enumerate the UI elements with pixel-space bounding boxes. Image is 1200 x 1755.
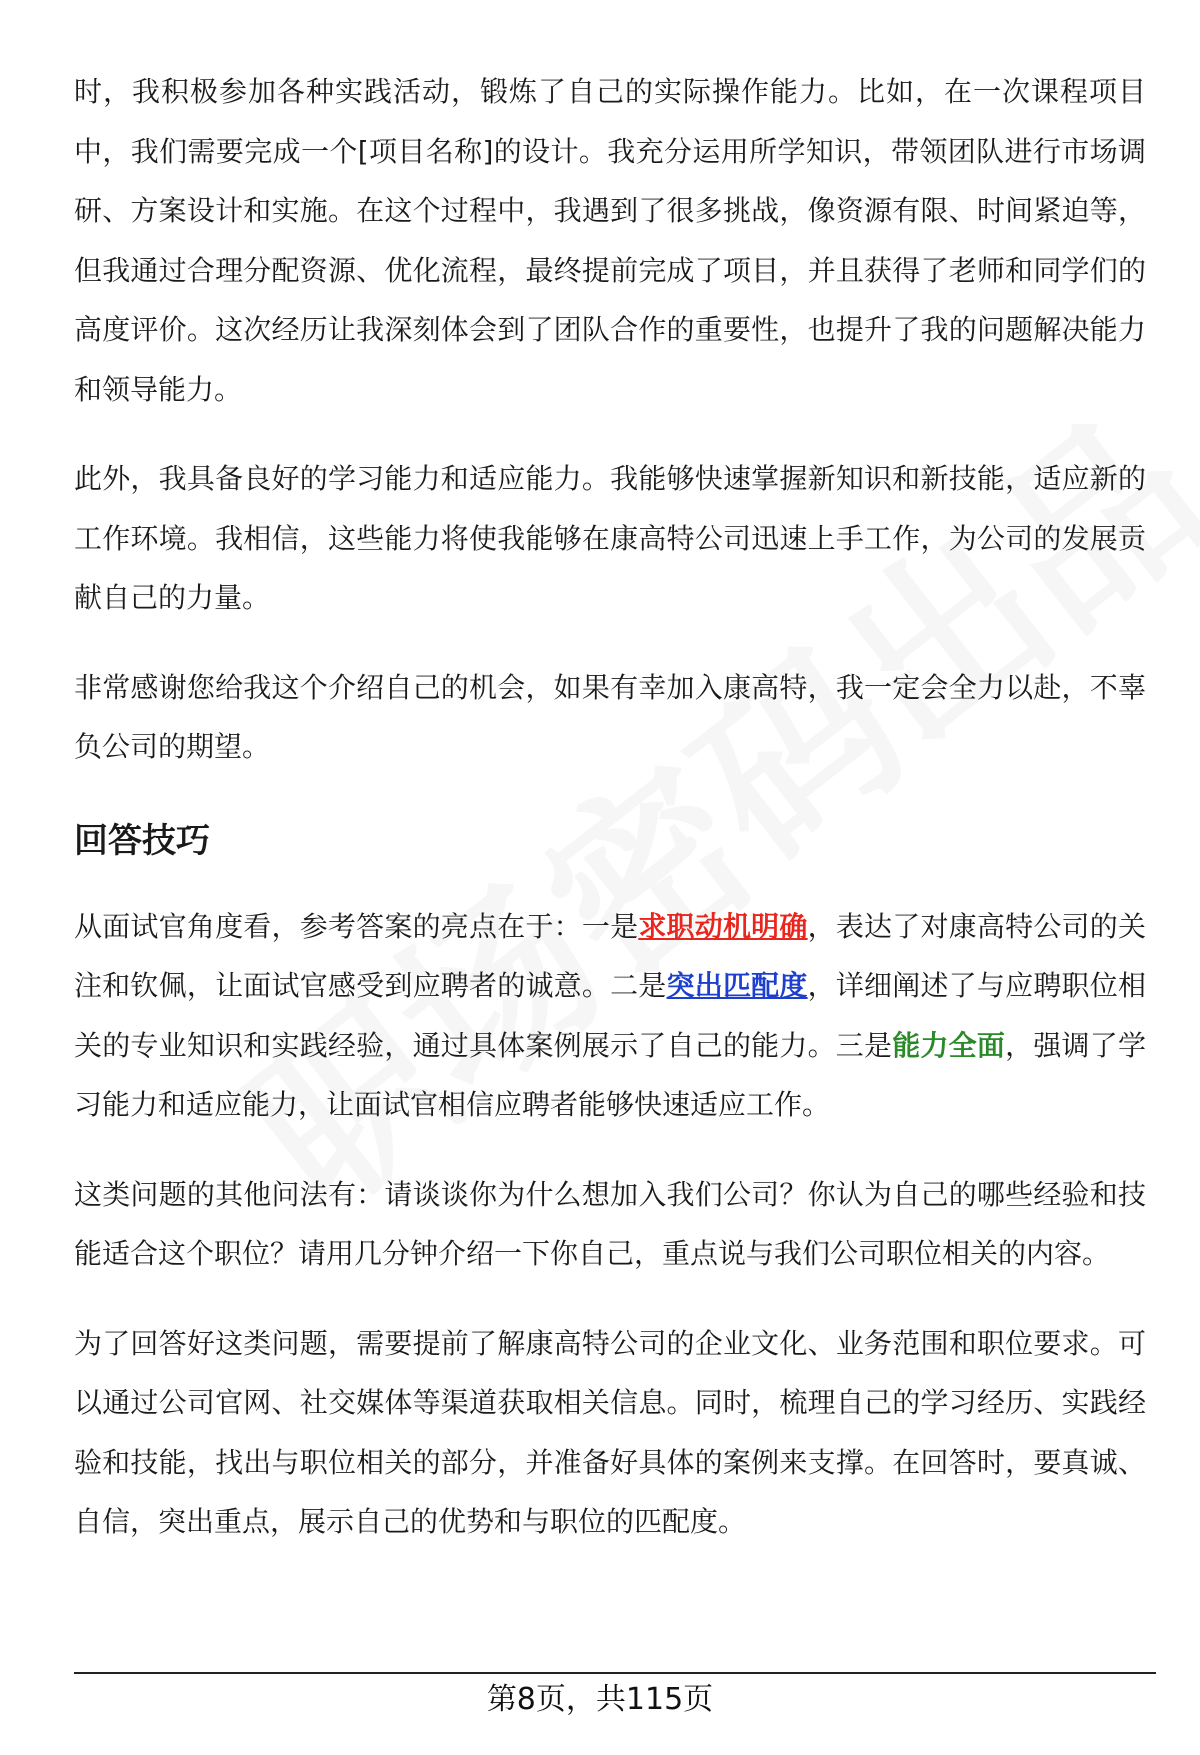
paragraph-thanks: 非常感谢您给我这个介绍自己的机会，如果有幸加入康高特，我一定会全力以赴，不辜负公司的期望。 <box>74 670 1146 763</box>
tips-text-1: 从面试官角度看，参考答案的亮点在于：一是 <box>74 909 639 943</box>
footer-divider <box>74 1672 1156 1674</box>
paragraph-abilities: 此外，我具备良好的学习能力和适应能力。我能够快速掌握新知识和新技能，适应新的工作环境。我相信，这些能力将使我能够在康高特公司迅速上手工作，为公司的发展贡献自己的力量。 <box>74 462 1146 614</box>
highlight-match: 突出匹配度 <box>666 969 808 1002</box>
tips-text-2: ，表达了对康高特公司的关注和钦佩，让面试官感受到应聘者的诚意。二是 <box>74 909 1146 1002</box>
paragraph-tips <box>74 897 1146 1135</box>
tips-text-3: ，详细阐述了与应聘职位相关的专业知识和实践经验，通过具体案例展示了自己的能力。三是 <box>74 969 1146 1062</box>
highlight-motivation: 求职动机明确 <box>638 909 808 943</box>
document-page <box>74 62 1146 1582</box>
paragraph-other-questions: 这类问题的其他问法有：请谈谈你为什么想加入我们公司？你认为自己的哪些经验和技能适合这个职位？请用几分钟介绍一下你自己，重点说与我们公司职位相关的内容。 <box>74 1177 1146 1270</box>
paragraph-practice: 时，我积极参加各种实践活动，锻炼了自己的实际操作能力。比如，在一次课程项目中，我们需要完成一个[项目名称]的设计。我充分运用所学知识，带领团队进行市场调研、方案设计和实施。在这个过程中，我遇到了很多挑战，像资源有限、时间紧迫等，但我通过合理分配资源、优化流程，最终提前完成了项目，并且获得了老师和同学们的高度评价。这次经历让我深刻体会到了团队合作的重要性，也提升了我的问题解决能力和领导能力。 <box>74 75 1146 406</box>
highlight-ability: 能力全面 <box>892 1028 1006 1062</box>
tips-text-4: ，强调了学习能力和适应能力，让面试官相信应聘者能够快速适应工作。 <box>74 1028 1146 1121</box>
section-heading: 回答技巧 <box>74 820 210 861</box>
paragraph-preparation: 为了回答好这类问题，需要提前了解康高特公司的企业文化、业务范围和职位要求。可以通过公司官网、社交媒体等渠道获取相关信息。同时，梳理自己的学习经历、实践经验和技能，找出与职位相关的部分，并准备好具体的案例来支撑。在回答时，要真诚、自信，突出重点，展示自己的优势和与职位的匹配度。 <box>74 1326 1146 1538</box>
page-number: 第8页，共115页 <box>486 1682 714 1717</box>
